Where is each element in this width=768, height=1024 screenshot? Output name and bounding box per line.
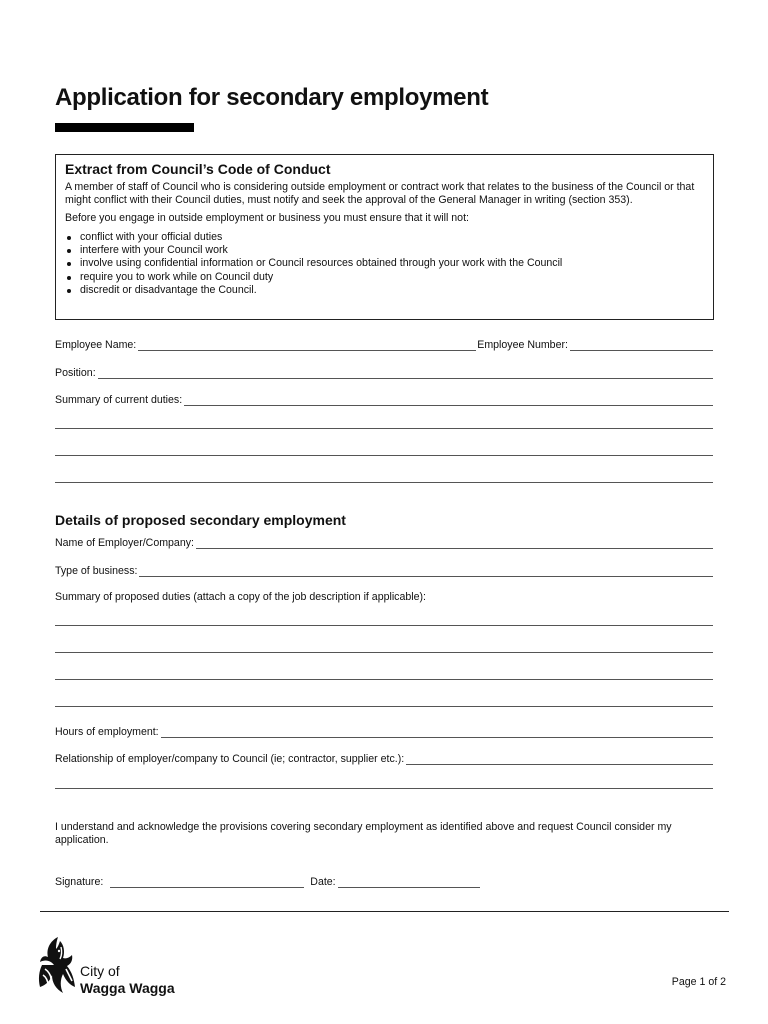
- employer-field[interactable]: [196, 539, 713, 549]
- hours-row: [55, 724, 713, 738]
- footer-divider: [40, 911, 729, 912]
- page-title: Application for secondary employment: [55, 84, 489, 111]
- current-duties-label: Summary of current duties:: [55, 394, 183, 406]
- list-item: interfere with your Council work: [65, 244, 703, 257]
- proposed-duties-line[interactable]: [55, 706, 713, 707]
- relationship-row: [55, 751, 713, 765]
- relationship-label: Relationship of employer/company to Council (ie; contractor, supplier etc.):: [55, 753, 405, 765]
- employer-row: [55, 535, 713, 549]
- employee-name-label: Employee Name:: [55, 339, 137, 351]
- employee-number-field[interactable]: [570, 341, 713, 351]
- signature-row: [55, 874, 495, 888]
- current-duties-line[interactable]: [55, 428, 713, 429]
- relationship-line[interactable]: [55, 788, 713, 789]
- title-underline-bar: [55, 123, 194, 132]
- list-item: require you to work while on Council duty: [65, 271, 703, 284]
- position-field[interactable]: [98, 369, 713, 379]
- hours-label: Hours of employment:: [55, 726, 159, 738]
- signature-field[interactable]: [110, 878, 304, 888]
- city-of-wagga-wagga-logo-text: [80, 963, 175, 997]
- position-label: Position:: [55, 367, 96, 379]
- page-number: Page 1 of 2: [671, 976, 726, 988]
- signature-label: Signature:: [55, 876, 104, 888]
- employee-name-field[interactable]: [138, 341, 476, 351]
- list-item: conflict with your official duties: [65, 231, 703, 244]
- position-row: [55, 365, 713, 379]
- business-type-label: Type of business:: [55, 565, 138, 577]
- proposed-duties-line[interactable]: [55, 652, 713, 653]
- list-item: discredit or disadvantage the Council.: [65, 284, 703, 297]
- proposed-employment-heading: Details of proposed secondary employment: [55, 512, 346, 528]
- business-type-row: [55, 563, 713, 577]
- logo-line-city-of: City of: [80, 963, 120, 979]
- business-type-field[interactable]: [139, 567, 713, 577]
- logo-line-wagga-wagga: Wagga Wagga: [80, 980, 175, 996]
- employee-name-row: [55, 337, 713, 351]
- proposed-duties-row: [55, 589, 713, 603]
- current-duties-row: [55, 392, 713, 406]
- current-duties-field[interactable]: [184, 396, 713, 406]
- relationship-field[interactable]: [406, 755, 713, 765]
- code-of-conduct-paragraph: A member of staff of Council who is considering outside employment or contract work that relates to the business of the Council or that might conflict with their Council duties, must notify and seek the approval of the General Manager in writing (section 353).: [65, 181, 695, 207]
- current-duties-line[interactable]: [55, 482, 713, 483]
- code-of-conduct-box: [55, 154, 714, 320]
- proposed-duties-line[interactable]: [55, 679, 713, 680]
- acknowledgement-text: I understand and acknowledge the provisions covering secondary employment as identified above and request Council consider my application.: [55, 821, 672, 846]
- crow-logo-icon: [36, 935, 76, 995]
- proposed-duties-line[interactable]: [55, 625, 713, 626]
- employee-number-label: Employee Number:: [477, 339, 568, 351]
- hours-field[interactable]: [161, 728, 713, 738]
- date-field[interactable]: [338, 878, 480, 888]
- proposed-duties-label: Summary of proposed duties (attach a copy of the job description if applicable):: [55, 591, 426, 603]
- code-of-conduct-paragraph: Before you engage in outside employment or business you must ensure that it will not:: [65, 212, 469, 225]
- date-label: Date:: [310, 876, 336, 888]
- code-of-conduct-heading: Extract from Council’s Code of Conduct: [65, 161, 331, 177]
- current-duties-line[interactable]: [55, 455, 713, 456]
- list-item: involve using confidential information or Council resources obtained through your work with the Council: [65, 257, 703, 270]
- employer-label: Name of Employer/Company:: [55, 537, 194, 549]
- code-of-conduct-list: [65, 231, 703, 298]
